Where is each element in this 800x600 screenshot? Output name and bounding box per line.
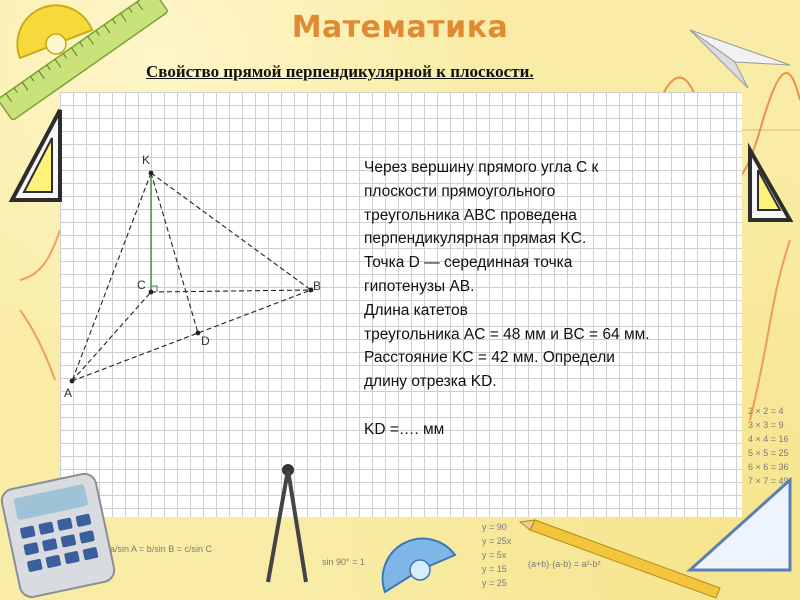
multiplication-fact: 4 × 4 = 16 (748, 434, 789, 444)
problem-line: Расстояние KC = 42 мм. Определи (364, 349, 615, 367)
formula-note: y = 25 (482, 578, 507, 588)
point-label-D: D (201, 334, 210, 348)
multiplication-fact: 3 × 3 = 9 (748, 420, 784, 430)
problem-line: длину отрезка KD. (364, 373, 497, 391)
problem-line: треугольника AC = 48 мм и BC = 64 мм. (364, 325, 650, 343)
point-label-B: B (313, 279, 322, 293)
problem-line: плоскости прямоугольного (364, 182, 556, 200)
formula-law-sines: a/sin A = b/sin B = c/sin C (110, 544, 213, 554)
answer-line: KD =…. мм (364, 421, 445, 438)
formula-note: y = 25x (482, 536, 512, 546)
point-label-A: A (64, 386, 73, 400)
problem-line: Точка D — серединная точка (364, 254, 573, 272)
page-title: Математика (291, 10, 509, 45)
point-label-K: K (142, 153, 151, 167)
problem-heading: Свойство прямой перпендикулярной к плоскости. (146, 62, 534, 81)
multiplication-fact: 7 × 7 = 49 (748, 476, 789, 486)
problem-line: Длина катетов (364, 301, 468, 319)
formula-note: y = 15 (482, 564, 507, 574)
problem-line: Через вершину прямого угла C к (364, 159, 599, 176)
formula-note: (a+b)·(a-b) = a²-b² (528, 559, 601, 569)
problem-line: треугольника ABC проведена (364, 206, 577, 224)
problem-line: перпендикулярная прямая KC. (364, 230, 587, 248)
multiplication-fact: 2 × 2 = 4 (748, 406, 784, 416)
formula-note: y = 90 (482, 522, 507, 532)
point-label-C: C (137, 278, 146, 292)
multiplication-fact: 6 × 6 = 36 (748, 462, 789, 472)
formula-sin90: sin 90° = 1 (322, 557, 365, 567)
formula-note: y = 5x (482, 550, 507, 560)
multiplication-fact: 5 × 5 = 25 (748, 448, 789, 458)
problem-line: гипотенузы AB. (364, 277, 475, 295)
